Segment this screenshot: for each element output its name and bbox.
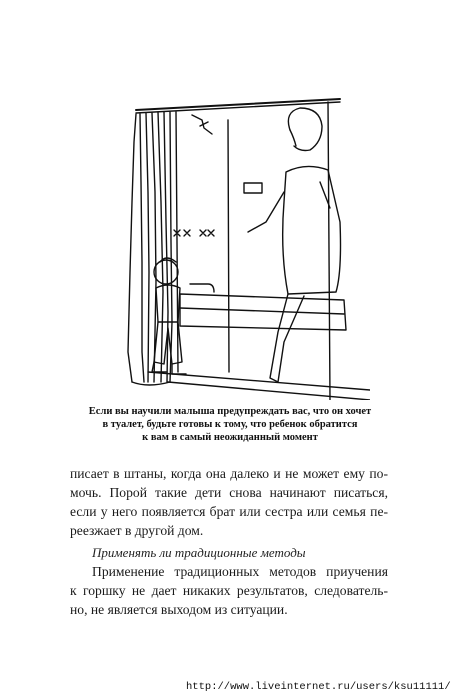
spout xyxy=(190,284,214,292)
bathroom-illustration xyxy=(108,82,370,400)
caption-line: к вам в самый неожиданный момент xyxy=(142,432,318,443)
caption-line: в туалет, будьте готовы к тому, что ребенок обратится xyxy=(102,419,358,430)
soap-dish xyxy=(244,183,262,193)
woman-figure xyxy=(248,108,341,382)
text-line: но, не является выходом из ситуации. xyxy=(70,602,288,617)
text-line: мочь. Порой такие дети снова начинают писаться, xyxy=(70,485,388,500)
section-subheading: Применять ли традиционные методы xyxy=(92,545,306,560)
curtain-rod xyxy=(136,99,340,110)
bathtub xyxy=(180,294,346,330)
text-line: Применение традиционных методов приучения xyxy=(92,564,388,579)
child-figure xyxy=(152,258,186,374)
text-line: писает в штаны, когда она далеко и не может ему по- xyxy=(70,466,388,481)
source-watermark: http://www.liveinternet.ru/users/ksu11111/ xyxy=(186,681,451,693)
shower-curtain xyxy=(128,112,172,385)
text-line: реезжает в другой дом. xyxy=(70,523,204,538)
shower-head-icon xyxy=(192,115,212,134)
figure-caption xyxy=(70,405,390,444)
faucet-handles xyxy=(174,230,214,236)
text-line: если у него появляется брат или сестра или семья пе- xyxy=(70,504,388,519)
caption-line: Если вы научили малыша предупреждать вас, что он хочет xyxy=(88,406,372,417)
text-line: к горшку не дает никаких результатов, следователь- xyxy=(70,583,388,598)
